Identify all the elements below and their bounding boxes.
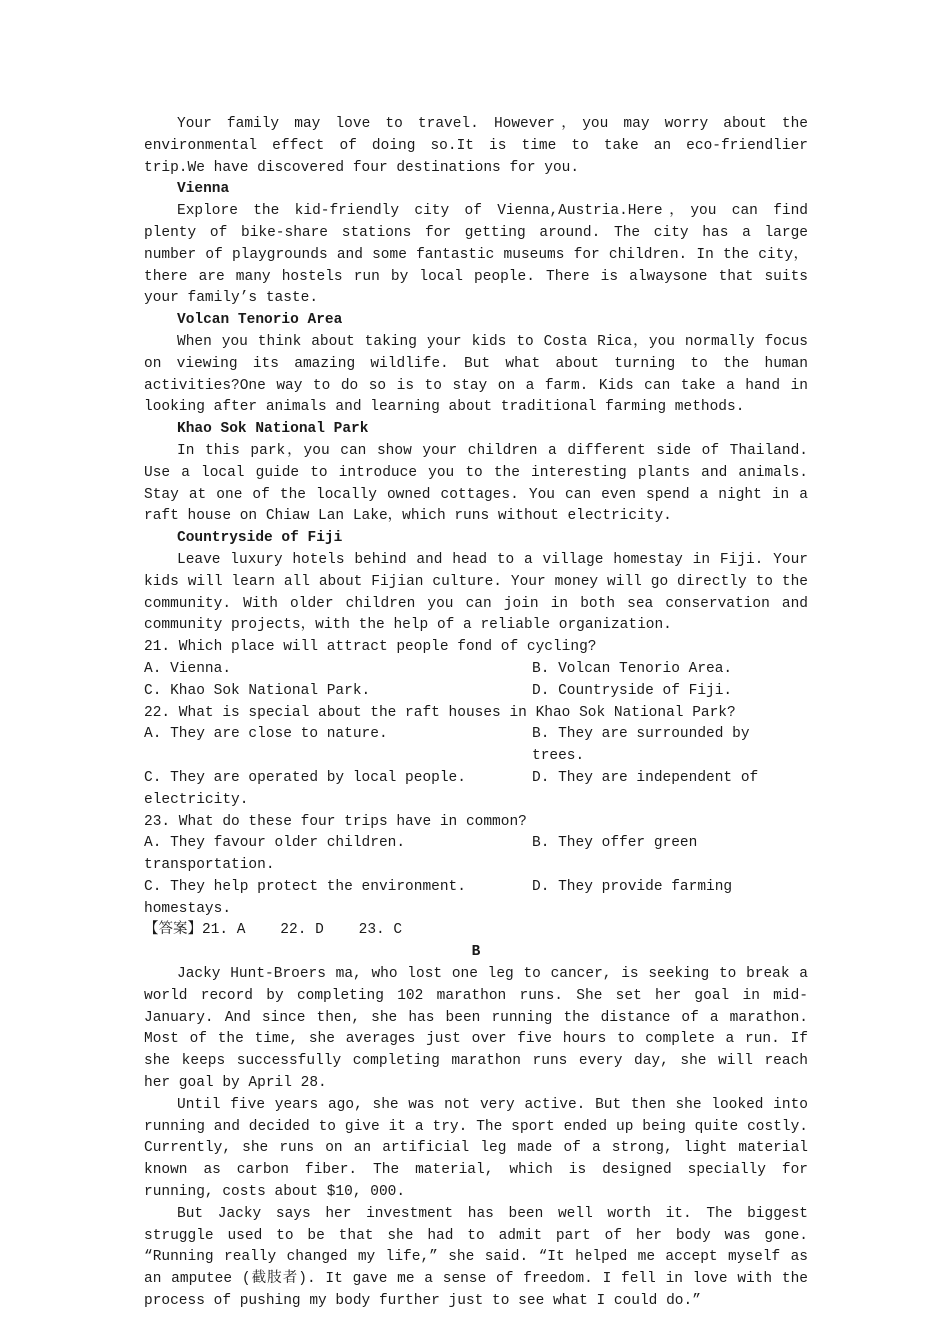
answer-key: 【答案】21. A 22. D 23. C <box>144 922 403 939</box>
passage-b-paragraph-3: But Jacky says her investment has been well worth it. The biggest struggle used to be that she had to admit part of her body was gone. “Running really changed my life,” she said. “It helped me accept myself as an amputee (截肢者). It gave me a sense of freedom. I fell in love with the process of pushing my body further just to see what I could do.” <box>144 1205 808 1310</box>
passage-a-intro: Your family may love to travel. However，you may worry about the environmental effect of doing so.It is time to take an eco-friendlier trip.We have discovered four destinations for you. <box>144 116 808 176</box>
passage-b-paragraph-1: Jacky Hunt-Broers ma, who lost one leg to cancer, is seeking to break a world record by completing 102 marathon runs. She set her goal in mid-January. And since then, she has been running the distance of a marathon. Most of the time, she averages just over five hours to complete a run. If she keeps successfully completing marathon runs every day, she will reach her goal by April 28. <box>144 966 808 1092</box>
passage-b-heading: B <box>471 944 481 961</box>
option-23-b-continued: transportation. <box>144 857 275 874</box>
question-23-options-row-2 <box>144 877 808 899</box>
option-23-a: A. They favour older children. <box>144 835 406 852</box>
question-23-stem: 23. What do these four trips have in common? <box>144 813 527 830</box>
question-21-options-row-2 <box>144 681 808 703</box>
question-21-options-row-1 <box>144 659 808 681</box>
document-page <box>144 114 808 1313</box>
option-23-c: C. They help protect the environment. <box>144 878 466 895</box>
option-23-d: D. They provide farming <box>532 878 733 895</box>
question-22-stem: 22. What is special about the raft houses in Khao Sok National Park? <box>144 704 736 721</box>
question-21-stem: 21. Which place will attract people fond of cycling? <box>144 639 597 656</box>
option-22-d: D. They are independent of <box>532 769 759 786</box>
question-22-options-row-1 <box>144 724 808 768</box>
section-body-volcan: When you think about taking your kids to Costa Rica，you normally focus on viewing its amazing wildlife. But what about turning to the human activities?One way to do so is to stay on a farm. Kids can take a hand in looking after animals and learning about traditional farming methods. <box>144 333 808 416</box>
option-21-c: C. Khao Sok National Park. <box>144 682 371 699</box>
option-22-a: A. They are close to nature. <box>144 726 388 743</box>
option-22-b: B. They are surrounded by trees. <box>532 726 750 765</box>
option-21-d: D. Countryside of Fiji. <box>532 682 733 699</box>
section-title-volcan: Volcan Tenorio Area <box>177 312 343 329</box>
passage-b-paragraph-2: Until five years ago, she was not very active. But then she looked into running and decided to give it a try. The sport ended up being quite costly. Currently, she runs on an artificial leg made of a strong, light material known as carbon fiber. The material, which is designed specially for running, costs about $10, 000. <box>144 1096 808 1201</box>
question-23-options-row-1 <box>144 833 808 855</box>
section-body-fiji: Leave luxury hotels behind and head to a village homestay in Fiji. Your kids will learn all about Fijian culture. Your money will go directly to the community. With older children you can join in both sea conservation and community projects，with the help of a reliable organization. <box>144 551 808 634</box>
option-23-b: B. They offer green <box>532 835 698 852</box>
option-21-b: B. Volcan Tenorio Area. <box>532 660 733 677</box>
section-title-khao-sok: Khao Sok National Park <box>177 421 369 438</box>
option-23-d-continued: homestays. <box>144 900 232 917</box>
question-22-options-row-2 <box>144 768 808 790</box>
section-body-khao-sok: In this park，you can show your children a different side of Thailand. Use a local guide to introduce you to the interesting plants and animals. Stay at one of the locally owned cottages. You can even spend a night in a raft house on Chiaw Lan Lake，which runs without electricity. <box>144 442 808 525</box>
option-21-a: A. Vienna. <box>144 660 232 677</box>
option-22-d-continued: electricity. <box>144 791 249 808</box>
option-22-c: C. They are operated by local people. <box>144 769 466 786</box>
section-body-vienna: Explore the kid-friendly city of Vienna,Austria.Here，you can find plenty of bike-share stations for getting around. The city has a large number of playgrounds and some fantastic museums for children. In the city，there are many hostels run by local people. There is alwaysone that suits your family’s taste. <box>144 203 808 307</box>
section-title-vienna: Vienna <box>177 181 230 198</box>
section-title-fiji: Countryside of Fiji <box>177 530 343 547</box>
